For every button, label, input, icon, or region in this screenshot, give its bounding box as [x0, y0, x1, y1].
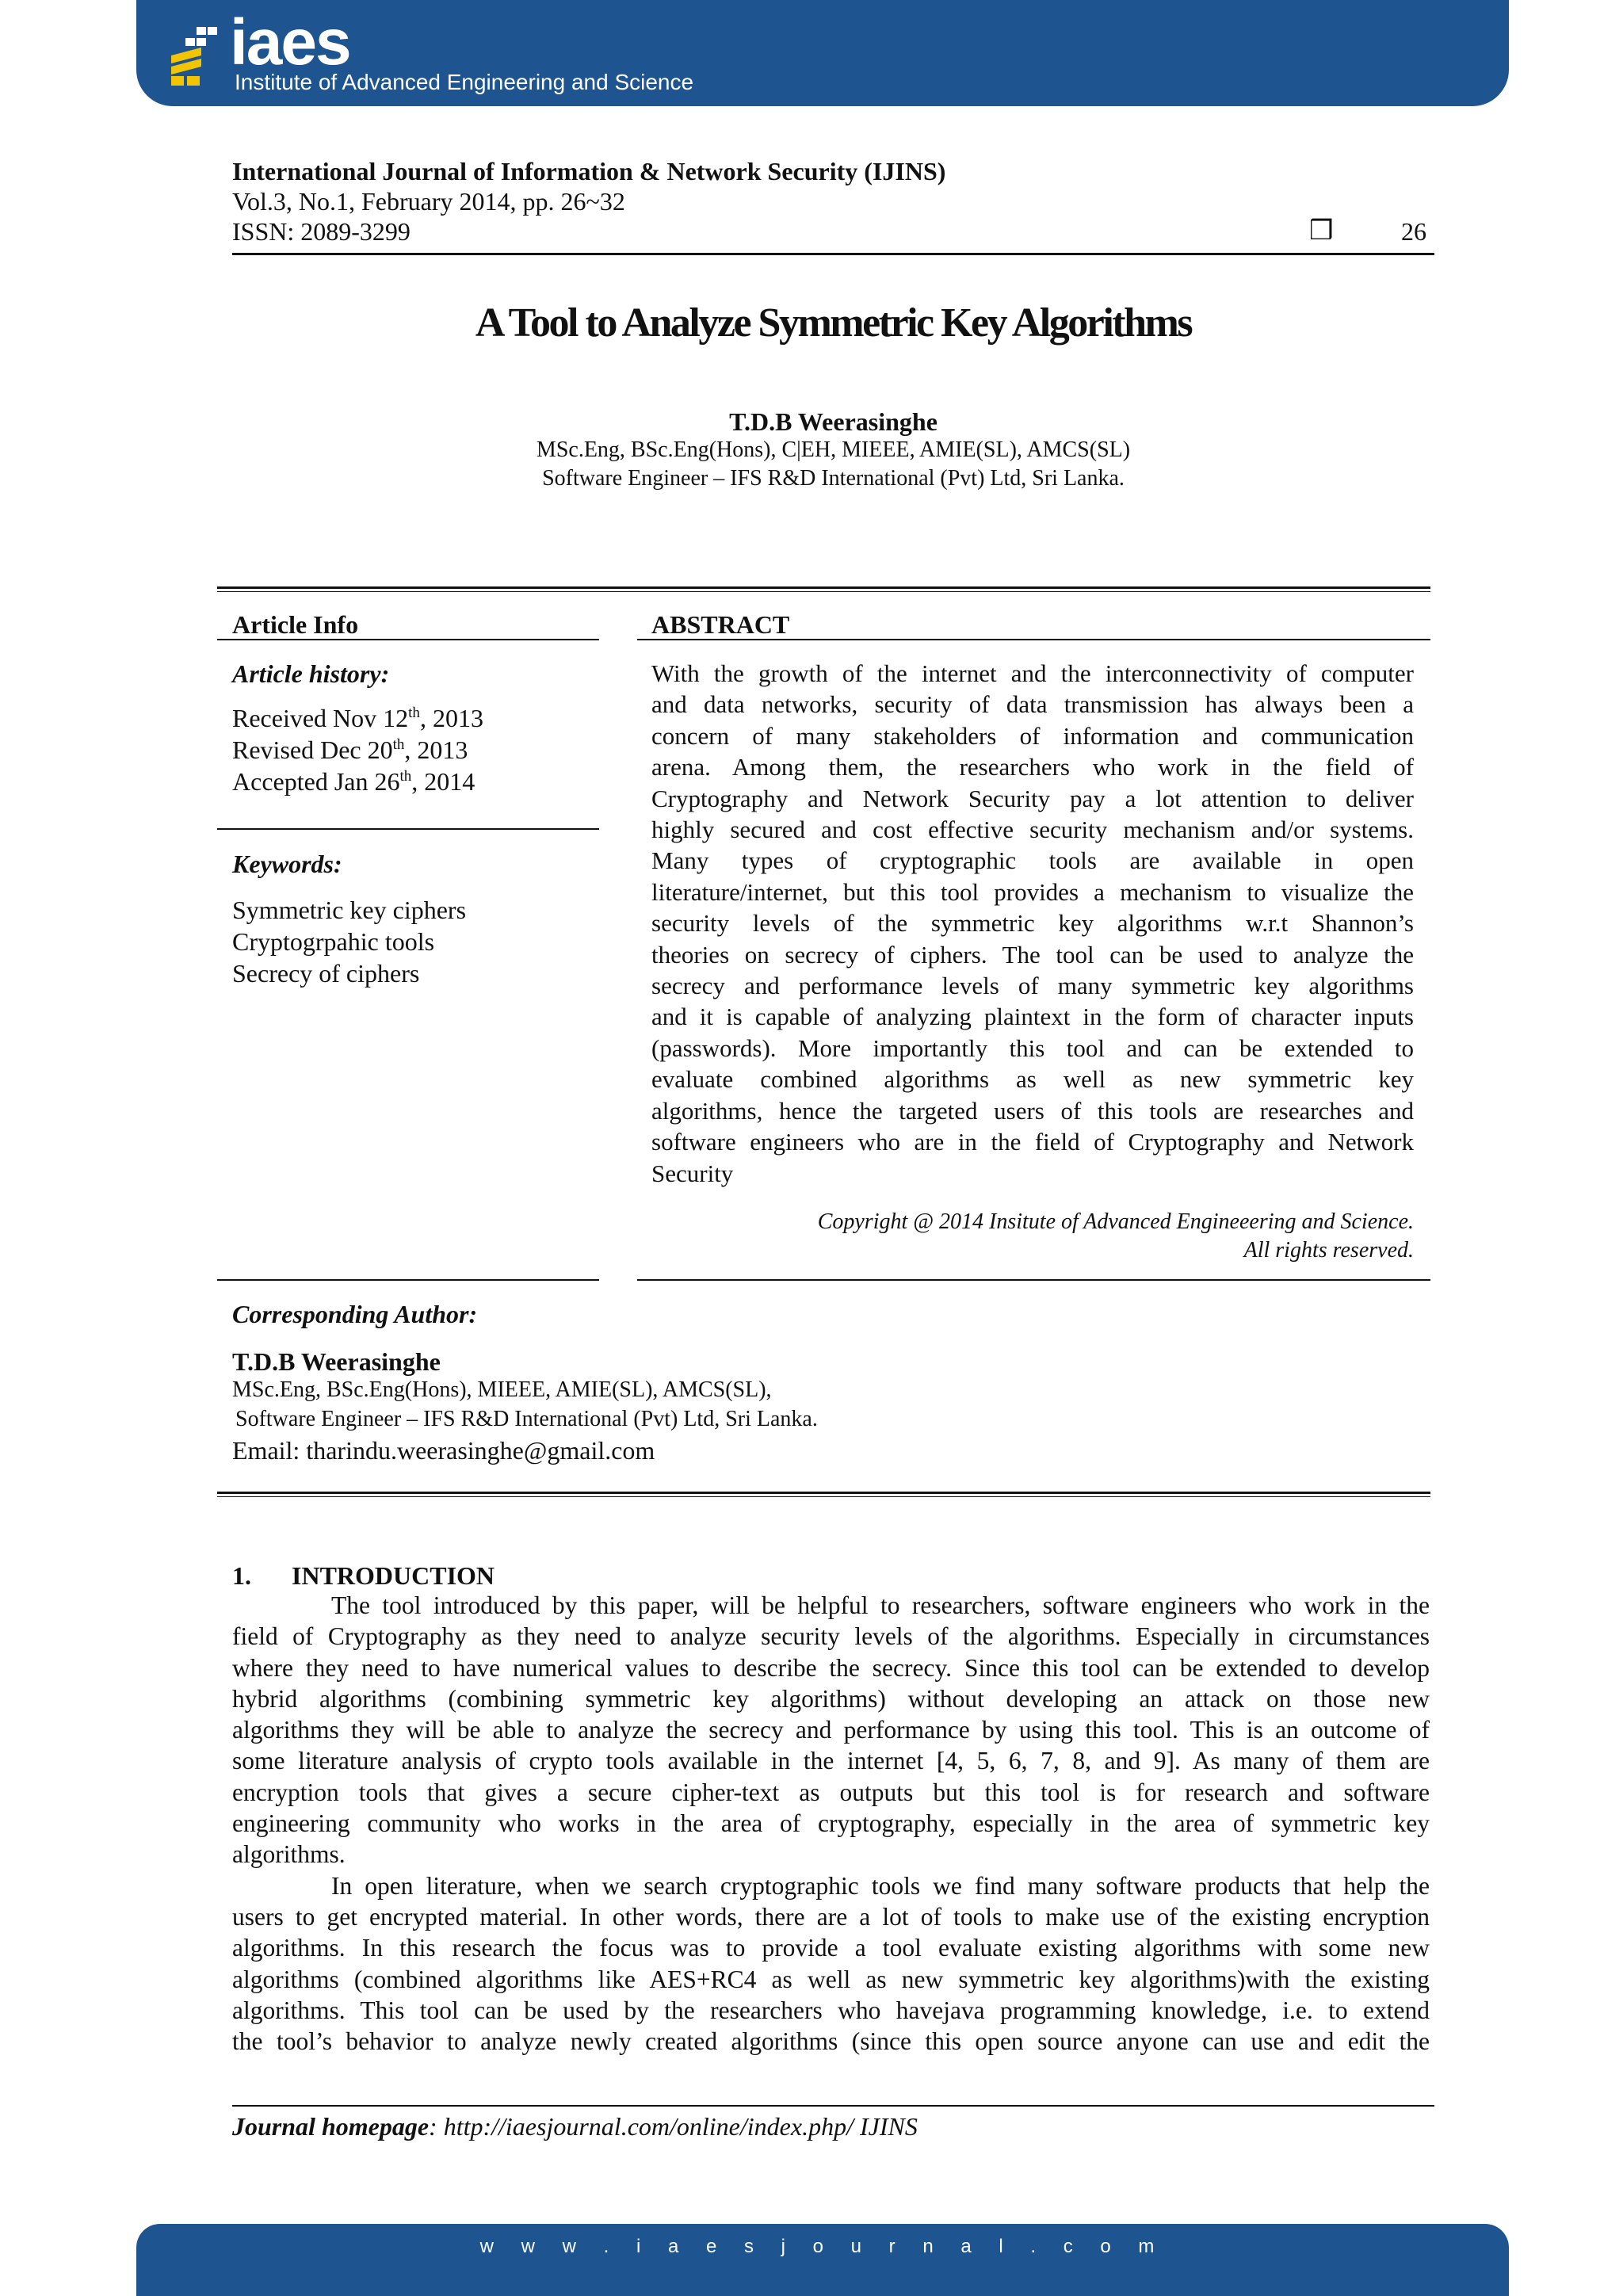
frame-bottom-double-rule: [217, 1492, 1430, 1497]
abstract-line: software engineers who are in the field of Cryptography and Network: [651, 1128, 1414, 1156]
corresponding-author-name: T.D.B Weerasinghe: [232, 1347, 441, 1376]
introduction-body: [232, 1590, 1430, 2057]
publisher-name: Institute of Advanced Engineering and Science: [235, 70, 694, 94]
abstract-bottom-rule: [637, 1279, 1430, 1281]
corresponding-author-email: Email: tharindu.weerasinghe@gmail.com: [232, 1436, 655, 1465]
abstract-heading-rule: [637, 639, 1430, 640]
body-line: algorithms (combined algorithms like AES+RC4 as well as new symmetric key algorithms)with the existing: [232, 1965, 1430, 1993]
abstract-line: literature/internet, but this tool provides a mechanism to visualize the: [651, 877, 1414, 906]
corresponding-author-credentials: MSc.Eng, BSc.Eng(Hons), MIEEE, AMIE(SL), AMCS(SL),: [232, 1377, 772, 1402]
keywords-heading: Keywords:: [232, 850, 342, 878]
abstract-line: and data networks, security of data transmission has always been a: [651, 690, 1414, 719]
author-name: T.D.B Weerasinghe: [729, 407, 938, 436]
abstract-line: concern of many stakeholders of information and communication: [651, 721, 1414, 750]
footer-rule: [232, 2105, 1434, 2107]
corresponding-author-heading: Corresponding Author:: [232, 1300, 478, 1328]
abstract-heading: ABSTRACT: [651, 610, 790, 639]
body-line: where they need to have numerical values to describe the secrecy. Since this tool can be extended to develop: [232, 1653, 1430, 1682]
abstract-line: evaluate combined algorithms as well as new symmetric key: [651, 1065, 1414, 1094]
paper-title: A Tool to Analyze Symmetric Key Algorithms: [475, 300, 1192, 346]
header-rule: [232, 253, 1434, 255]
abstract-line: security levels of the symmetric key algorithms w.r.t Shannon’s: [651, 909, 1414, 938]
journal-title: International Journal of Information & Network Security (IJINS): [232, 157, 946, 185]
info-divider-rule: [217, 828, 599, 830]
body-line: encryption tools that gives a secure cipher-text as outputs but this tool is for research and software: [232, 1778, 1430, 1806]
iaes-logo-text: iaes: [230, 6, 350, 78]
copyright-line: Copyright @ 2014 Insitute of Advanced Engineeering and Science.: [817, 1209, 1414, 1234]
body-line: In open literature, when we search cryptographic tools we find many software products that help the: [331, 1871, 1430, 1900]
body-line: hybrid algorithms (combining symmetric key algorithms) without developing an attack on those new: [232, 1684, 1430, 1713]
body-line: algorithms they will be able to analyze the secrecy and performance by using this tool. This is an outcome of: [232, 1716, 1430, 1744]
article-history-heading: Article history:: [232, 659, 390, 688]
footer-site-url[interactable]: w w w . i a e s j o u r n a l . c o m: [479, 2236, 1166, 2257]
abstract-line: (passwords). More importantly this tool and can be extended to: [651, 1033, 1414, 1062]
abstract-line: theories on secrecy of ciphers. The tool can be used to analyze the: [651, 940, 1414, 968]
history-received: Received Nov 12th, 2013: [232, 704, 483, 732]
abstract-body: [651, 658, 1414, 1189]
article-info-heading: Article Info: [232, 610, 359, 639]
author-credentials: MSc.Eng, BSc.Eng(Hons), C|EH, MIEEE, AMIE(SL), AMCS(SL): [536, 437, 1131, 462]
body-line: the tool’s behavior to analyze newly created algorithms (since this open source anyone can use and edit the: [232, 2027, 1430, 2056]
journal-volume: Vol.3, No.1, February 2014, pp. 26~32: [232, 187, 625, 216]
article-history: [232, 702, 483, 797]
body-line: algorithms.: [232, 1840, 346, 1869]
body-line: algorithms. In this research the focus was to provide a tool evaluate existing algorithms with some new: [232, 1934, 1430, 1962]
abstract-line: algorithms, hence the targeted users of this tools are researches and: [651, 1096, 1414, 1125]
body-line: engineering community who works in the area of cryptography, especially in the area of symmetric key: [232, 1809, 1430, 1838]
body-line: users to get encrypted material. In other words, there are a lot of tools to make use of the existing encryption: [232, 1902, 1430, 1931]
body-line: The tool introduced by this paper, will be helpful to researchers, software engineers who work in the: [331, 1591, 1430, 1619]
journal-homepage-link[interactable]: : http://iaesjournal.com/online/index.php/ IJINS: [429, 2112, 918, 2141]
abstract-line: and it is capable of analyzing plaintext in the form of character inputs: [651, 1003, 1414, 1031]
abstract-line: arena. Among them, the researchers who work in the field of: [651, 753, 1414, 781]
frame-top-double-rule: [217, 586, 1430, 592]
history-revised: Revised Dec 20th, 2013: [232, 735, 468, 764]
page-number: 26: [1401, 217, 1426, 246]
body-line: some literature analysis of crypto tools available in the internet [4, 5, 6, 7, 8, and 9]. As many of them are: [232, 1747, 1430, 1775]
introduction-heading: 1. INTRODUCTION: [232, 1561, 495, 1590]
author-affiliation: Software Engineer – IFS R&D International (Pvt) Ltd, Sri Lanka.: [542, 466, 1125, 491]
body-line: field of Cryptography as they need to analyze security levels of the algorithms. Especially in circumstances: [232, 1622, 1430, 1651]
keyword-item: Cryptogrpahic tools: [232, 927, 435, 956]
keyword-item: Secrecy of ciphers: [232, 959, 420, 988]
abstract-line: Security: [651, 1159, 734, 1187]
history-accepted: Accepted Jan 26th, 2014: [232, 767, 475, 796]
abstract-line: With the growth of the internet and the interconnectivity of computer: [651, 659, 1414, 687]
journal-issn: ISSN: 2089-3299: [232, 217, 411, 246]
keyword-item: Symmetric key ciphers: [232, 896, 467, 924]
abstract-line: highly secured and cost effective security mechanism and/or systems.: [651, 816, 1414, 844]
copyright-notice: [651, 1208, 1414, 1265]
iaes-logo-icon: [170, 24, 225, 87]
info-heading-rule: [217, 639, 599, 640]
journal-homepage: Journal homepage: http://iaesjournal.com/online/index.php/ IJINS: [232, 2112, 918, 2141]
abstract-line: secrecy and performance levels of many symmetric key algorithms: [651, 972, 1414, 1000]
abstract-line: Many types of cryptographic tools are available in open: [651, 846, 1414, 875]
body-line: algorithms. This tool can be used by the researchers who havejava programming knowledge, i.e. to extend: [232, 1996, 1430, 2024]
copyright-line: All rights reserved.: [1243, 1238, 1414, 1263]
checkbox-square-icon: ❒: [1309, 216, 1334, 246]
abstract-line: Cryptography and Network Security pay a lot attention to deliver: [651, 784, 1414, 812]
info-bottom-rule: [217, 1279, 599, 1281]
corresponding-author-affiliation: Software Engineer – IFS R&D International (Pvt) Ltd, Sri Lanka.: [235, 1407, 818, 1431]
keywords-list: [232, 894, 466, 989]
